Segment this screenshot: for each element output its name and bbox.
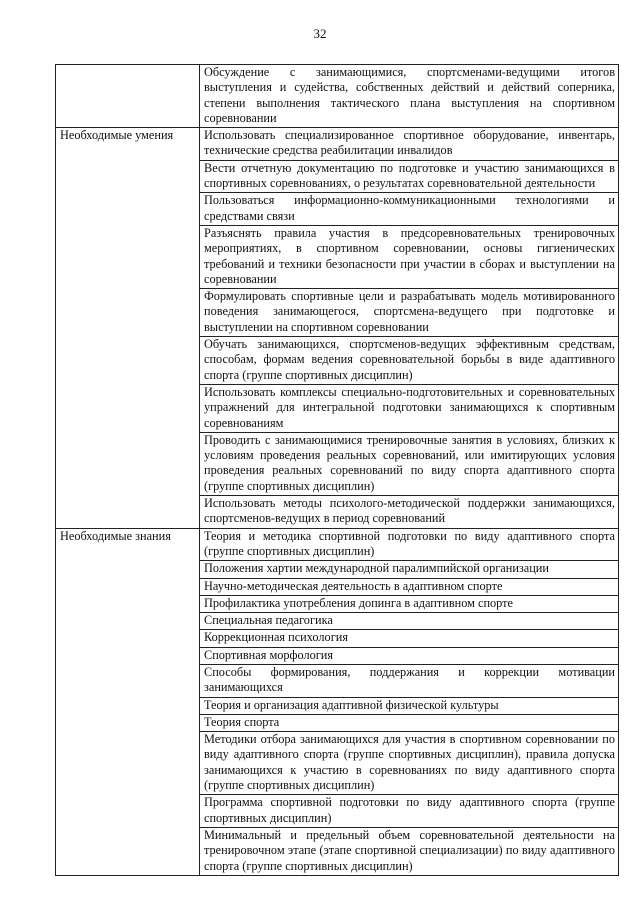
table-row	[56, 128, 619, 528]
list-item: Формулировать спортивные цели и разрабатывать модель мотивированного поведения занимающегося, спортсмена-ведущего при подготовке и выступлении на спортивном соревновании	[200, 289, 618, 337]
list-item: Разъяснять правила участия в предсоревновательных тренировочных мероприятиях, в спортивном соревновании, основы гигиенических требований и техники безопасности при участии в сборах и выступлении на соревновании	[200, 226, 618, 289]
page-number: 32	[313, 26, 327, 41]
section-items	[200, 528, 619, 875]
section-label	[56, 65, 200, 128]
competency-table	[55, 64, 619, 876]
section-label: Необходимые умения	[56, 128, 200, 528]
list-item: Обучать занимающихся, спортсменов-ведущих эффективным средствам, способам, формам ведения соревновательной борьбы в виде адаптивного спорта (группе спортивных дисциплин)	[200, 337, 618, 385]
list-item: Положения хартии международной паралимпийской организации	[200, 561, 618, 578]
list-item: Научно-методическая деятельность в адаптивном спорте	[200, 579, 618, 596]
list-item: Проводить с занимающимися тренировочные занятия в условиях, близких к условиям проведения реальных соревнований, или имитирующих условия проведения реальных соревнований по виду спорта адаптивного спорта (группе спортивных дисциплин)	[200, 433, 618, 496]
section-label: Необходимые знания	[56, 528, 200, 875]
list-item: Спортивная морфология	[200, 648, 618, 665]
list-item: Программа спортивной подготовки по виду адаптивного спорта (группе спортивных дисциплин)	[200, 795, 618, 828]
section-items	[200, 128, 619, 528]
list-item: Использовать методы психолого-методической поддержки занимающихся, спортсменов-ведущих в период соревнований	[204, 496, 615, 526]
section-items	[200, 65, 619, 128]
list-item: Теория и организация адаптивной физической культуры	[200, 698, 618, 715]
table-row	[56, 65, 619, 128]
list-item: Вести отчетную документацию по подготовке и участию занимающихся в спортивных соревнованиях, о результатах соревновательной деятельности	[200, 161, 618, 194]
list-item: Использовать комплексы специально-подготовительных и соревновательных упражнений для интегральной подготовки занимающихся к спортивным соревнованиям	[200, 385, 618, 433]
list-item: Профилактика употребления допинга в адаптивном спорте	[200, 596, 618, 613]
list-item: Использовать специализированное спортивное оборудование, инвентарь, технические средства реабилитации инвалидов	[200, 128, 618, 161]
list-item: Минимальный и предельный объем соревновательной деятельности на тренировочном этапе (этапе спортивной специализации) по виду адаптивного спорта (группе спортивных дисциплин)	[204, 827, 615, 873]
list-item: Коррекционная психология	[200, 630, 618, 647]
list-item: Способы формирования, поддержания и коррекции мотивации занимающихся	[200, 665, 618, 698]
list-item: Методики отбора занимающихся для участия в спортивном соревновании по виду адаптивного спорта (группе спортивных дисциплин), правила допуска занимающихся к участию в соревнованиях по виду адаптивного спорта (группе спортивных дисциплин)	[200, 732, 618, 795]
table-row	[56, 528, 619, 875]
list-item: Пользоваться информационно-коммуникационными технологиями и средствами связи	[200, 193, 618, 226]
list-item: Специальная педагогика	[200, 613, 618, 630]
list-item: Теория и методика спортивной подготовки по виду адаптивного спорта (группе спортивных дисциплин)	[200, 529, 618, 562]
list-item: Обсуждение с занимающимися, спортсменами-ведущими итогов выступления и судейства, собственных действий и действий соперника, степени выполнения тактического плана выступления на спортивном соревновании	[204, 65, 615, 125]
list-item: Теория спорта	[200, 715, 618, 732]
